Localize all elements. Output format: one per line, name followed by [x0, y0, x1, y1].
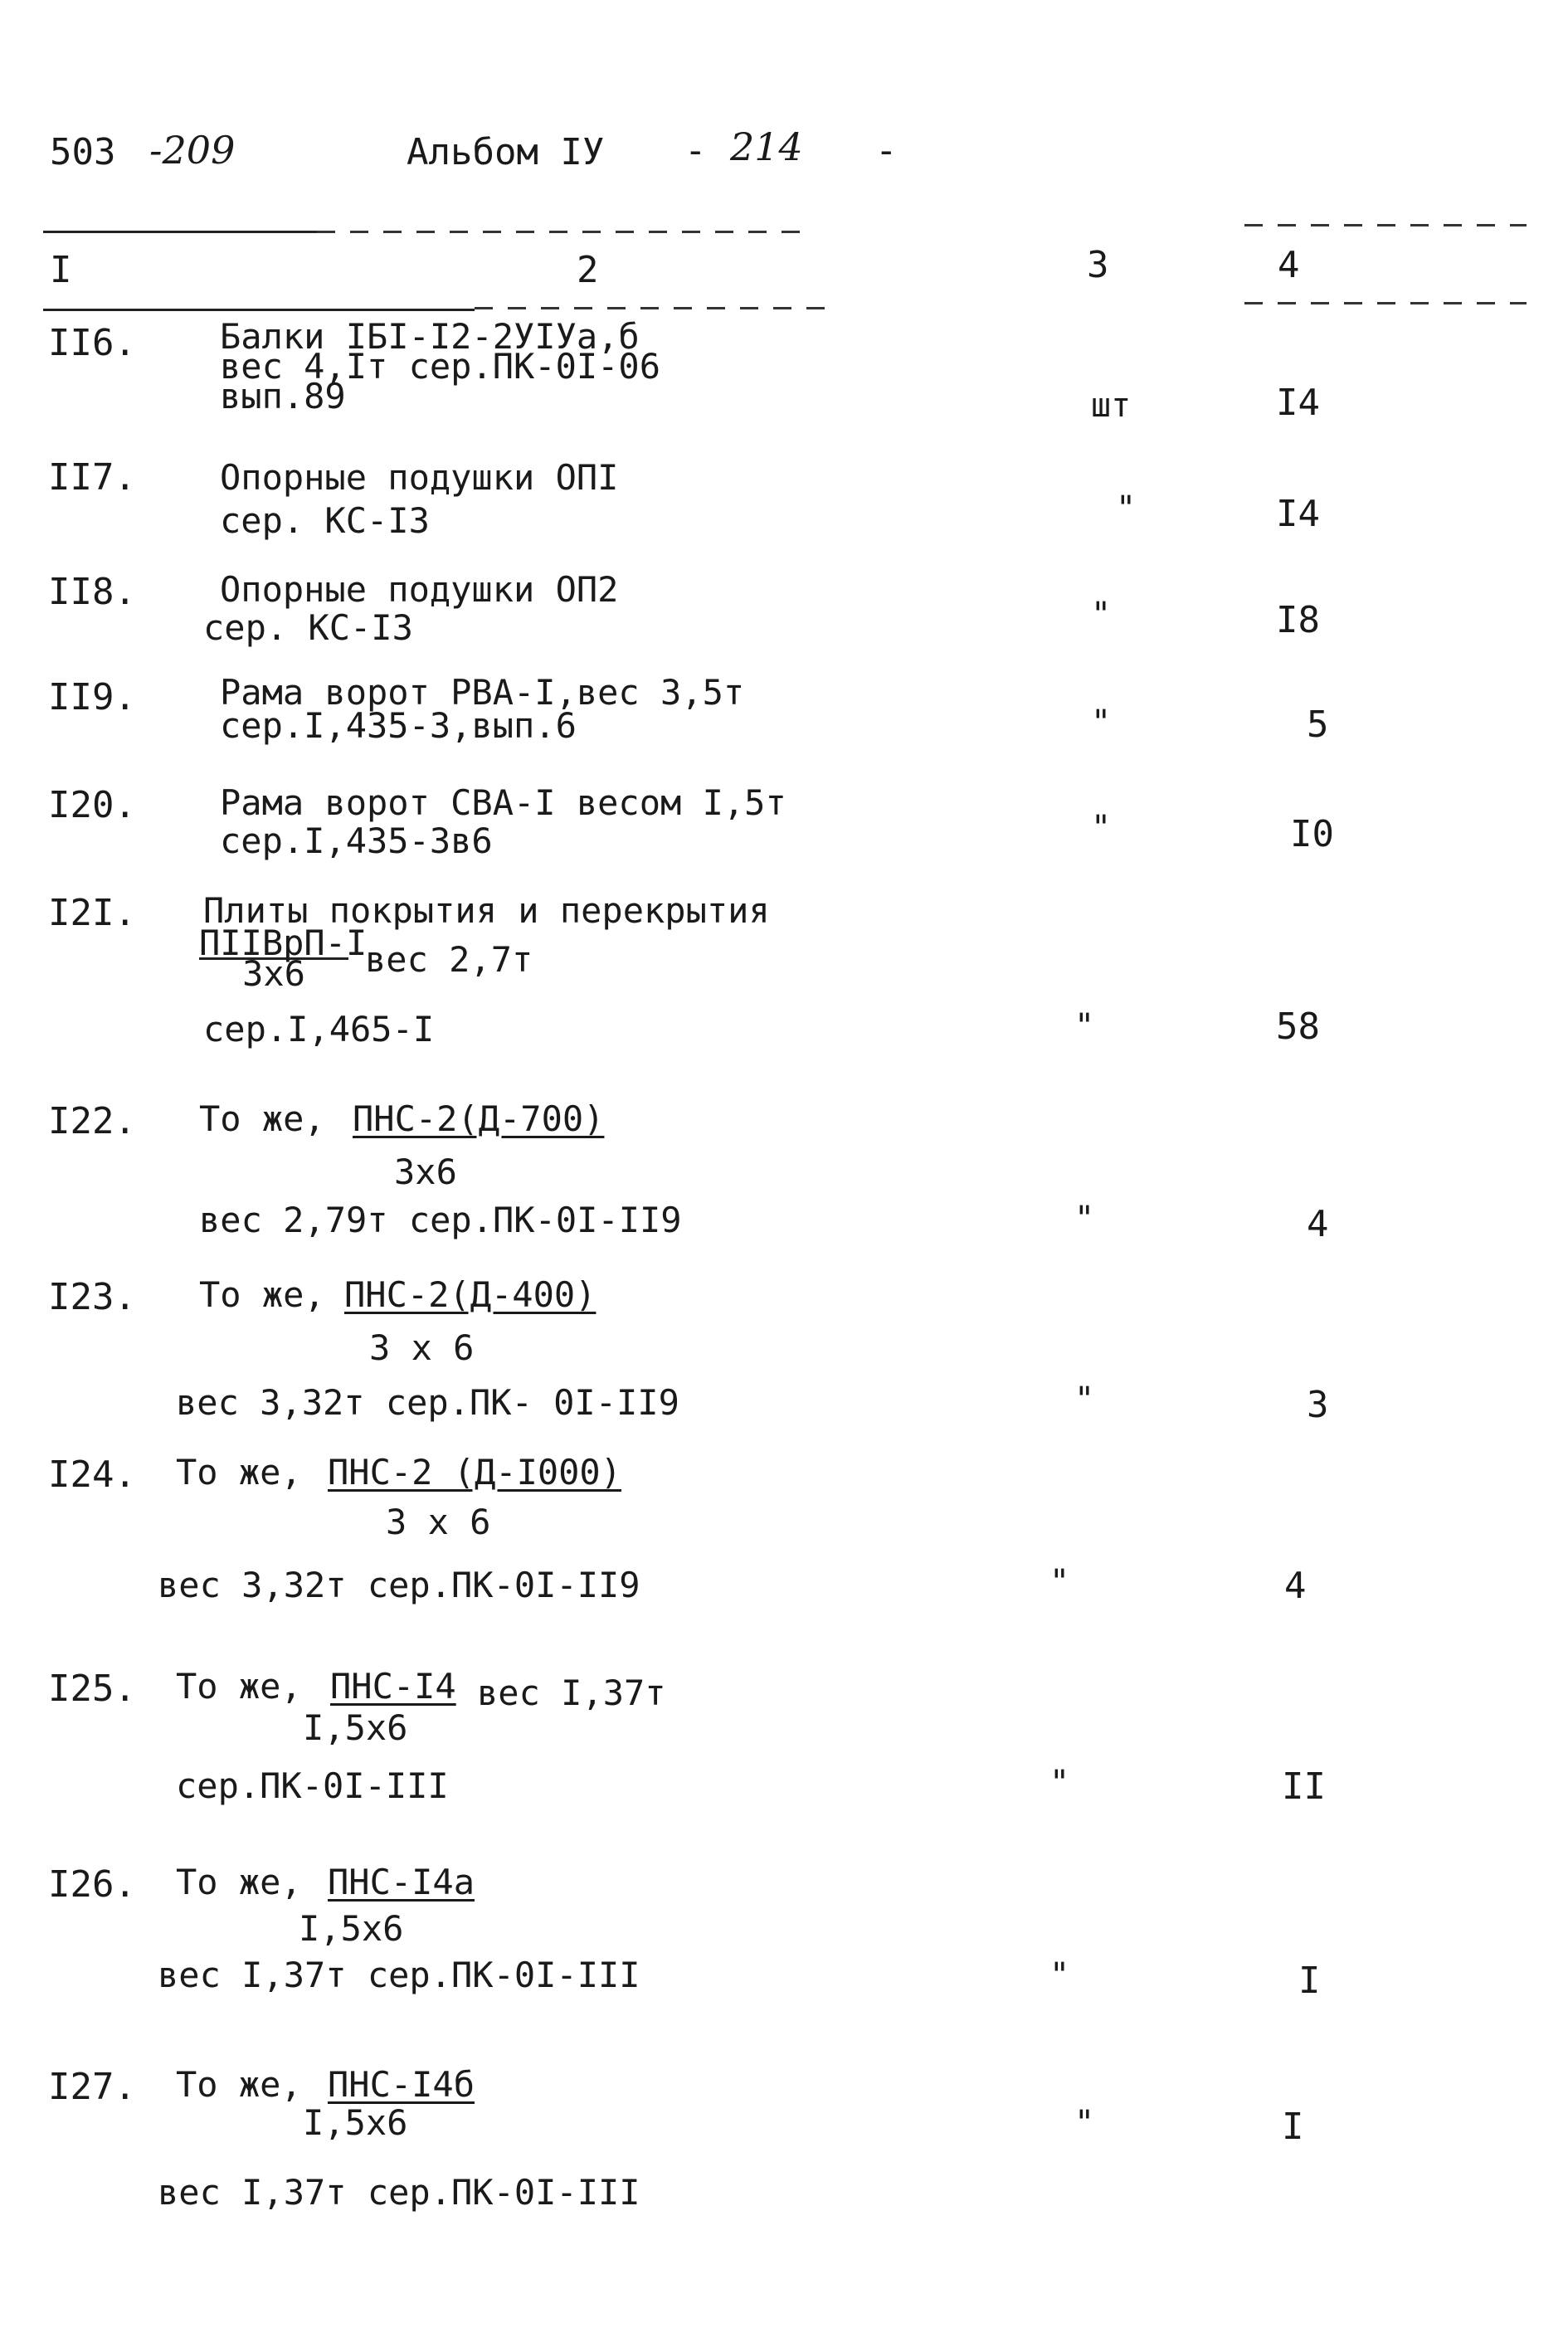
- row-number: II9.: [48, 676, 136, 718]
- row-quantity: 58: [1276, 1006, 1320, 1048]
- fraction-numerator: ПНС-2(Д-700): [353, 1098, 605, 1139]
- col-header-1: I: [50, 249, 72, 291]
- row-unit: ": [1074, 1381, 1095, 1419]
- header-rule-top-dashed: [317, 231, 815, 233]
- desc-line: вес 2,79т сер.ПК-0I-II9: [199, 1200, 682, 1240]
- desc-line: То же,: [176, 1452, 302, 1493]
- row-number: I25.: [48, 1668, 136, 1710]
- row-quantity: II: [1282, 1765, 1326, 1808]
- fraction-denominator: 3х6: [242, 953, 305, 994]
- fraction-denominator: 3 х 6: [369, 1327, 475, 1368]
- row-unit: шт: [1091, 387, 1132, 425]
- row-quantity: I8: [1276, 599, 1320, 641]
- row-number: II6.: [48, 322, 136, 364]
- row-unit: ": [1116, 489, 1137, 528]
- desc-line: сер.I,465-I: [203, 1009, 435, 1049]
- row-unit: ": [1091, 809, 1112, 847]
- desc-line: сер.I,435-3,вып.6: [220, 705, 577, 746]
- desc-line: сер. КС-I3: [220, 500, 430, 541]
- fraction-numerator: ПНС-I4а: [328, 1862, 475, 1902]
- row-unit: ": [1074, 1200, 1095, 1238]
- row-number: I2I.: [48, 892, 136, 934]
- desc-line: Рама ворот РВА-I,вес 3,5т: [220, 672, 745, 713]
- desc-line: То же,: [199, 1274, 325, 1315]
- desc-line: То же,: [176, 1862, 302, 1902]
- desc-line: То же,: [199, 1098, 325, 1139]
- row-quantity: I0: [1290, 813, 1334, 855]
- col-header-2: 2: [577, 249, 599, 291]
- row-number: I24.: [48, 1454, 136, 1496]
- fraction: [199, 923, 368, 994]
- desc-line: вып.89: [220, 376, 346, 416]
- fraction-numerator: ПНС-2 (Д-I000): [328, 1452, 622, 1493]
- row-quantity: I4: [1276, 382, 1320, 424]
- row-unit: ": [1074, 2104, 1095, 2142]
- desc-line: вес I,37т сер.ПК-0I-III: [158, 2172, 640, 2213]
- header-rule-top: [43, 231, 317, 233]
- header-rule-bottom-dashed: [475, 307, 840, 309]
- row-unit: ": [1074, 1007, 1095, 1045]
- row-unit: ": [1049, 1563, 1070, 1601]
- desc-line: вес 2,7т: [365, 939, 533, 980]
- fraction-denominator: I,5х6: [303, 1707, 408, 1748]
- desc-line: То же,: [176, 1666, 302, 1707]
- desc-line: Опорные подушки ОПI: [220, 457, 619, 498]
- row-number: I20.: [48, 784, 136, 826]
- row-number: I27.: [48, 2066, 136, 2108]
- row-quantity: 4: [1307, 1203, 1329, 1245]
- desc-line: вес I,37т сер.ПК-0I-III: [158, 1955, 640, 1995]
- page-number-handwritten: 214: [730, 124, 803, 169]
- col-header-4: 4: [1278, 244, 1300, 286]
- row-unit: ": [1091, 704, 1112, 742]
- desc-line: вес 3,32т сер.ПК- 0I-II9: [176, 1382, 679, 1423]
- fraction-numerator: ПНС-I4: [330, 1666, 456, 1707]
- row-description: [220, 316, 661, 416]
- page-dash-2: -: [875, 129, 898, 172]
- row-number: I26.: [48, 1863, 136, 1906]
- row-unit: ": [1091, 596, 1112, 634]
- fraction-denominator: I,5х6: [303, 2102, 408, 2143]
- row-number: II7.: [48, 456, 136, 499]
- fraction-denominator: 3 х 6: [386, 1502, 491, 1542]
- header-rule-top-right: [1244, 224, 1527, 226]
- desc-line: Плиты покрытия и перекрытия: [203, 890, 770, 931]
- fraction-denominator: I,5х6: [299, 1908, 404, 1949]
- row-description: [220, 456, 618, 543]
- row-description: [220, 784, 786, 860]
- row-quantity: I: [1282, 2106, 1304, 2148]
- col-header-3: 3: [1087, 244, 1109, 286]
- row-description: [220, 672, 745, 746]
- desc-line: Рама ворот СВА-I весом I,5т: [220, 782, 786, 823]
- desc-line: сер.I,435-3в6: [220, 821, 493, 861]
- doc-code: 503: [50, 131, 116, 173]
- album-title: Альбом IУ: [407, 131, 605, 173]
- fraction-numerator: ПНС-2(Д-400): [344, 1274, 597, 1315]
- row-quantity: I4: [1276, 493, 1320, 535]
- fraction-numerator: ПIIВрП-I: [199, 923, 368, 963]
- row-unit: ": [1049, 1956, 1070, 1994]
- header-rule-bottom: [43, 309, 475, 311]
- desc-line: вес 4,Iт сер.ПК-0I-06: [220, 346, 661, 387]
- desc-line: вес 3,32т сер.ПК-0I-II9: [158, 1565, 640, 1605]
- page-dash: -: [684, 129, 707, 172]
- row-quantity: 5: [1307, 704, 1329, 746]
- fraction-numerator: ПНС-I4б: [328, 2064, 475, 2105]
- row-number: II8.: [48, 571, 136, 613]
- row-unit: ": [1049, 1764, 1070, 1802]
- row-quantity: 4: [1284, 1565, 1307, 1607]
- desc-line: сер.ПК-0I-III: [176, 1765, 449, 1806]
- desc-line: вес I,37т: [477, 1673, 666, 1713]
- row-number: I23.: [48, 1276, 136, 1318]
- fraction-denominator: 3х6: [394, 1152, 457, 1192]
- row-quantity: I: [1298, 1960, 1321, 2002]
- row-number: I22.: [48, 1100, 136, 1142]
- desc-line: Опорные подушки ОП2: [220, 569, 619, 610]
- desc-line: сер. КС-I3: [203, 607, 413, 648]
- desc-line: То же,: [176, 2064, 302, 2105]
- header-rule-bottom-right: [1244, 302, 1527, 304]
- row-description: [203, 571, 618, 647]
- sheet-number-handwritten: -209: [149, 128, 236, 173]
- desc-line: Балки IБI-I2-2УIУа,б: [220, 316, 640, 357]
- row-quantity: 3: [1307, 1384, 1329, 1426]
